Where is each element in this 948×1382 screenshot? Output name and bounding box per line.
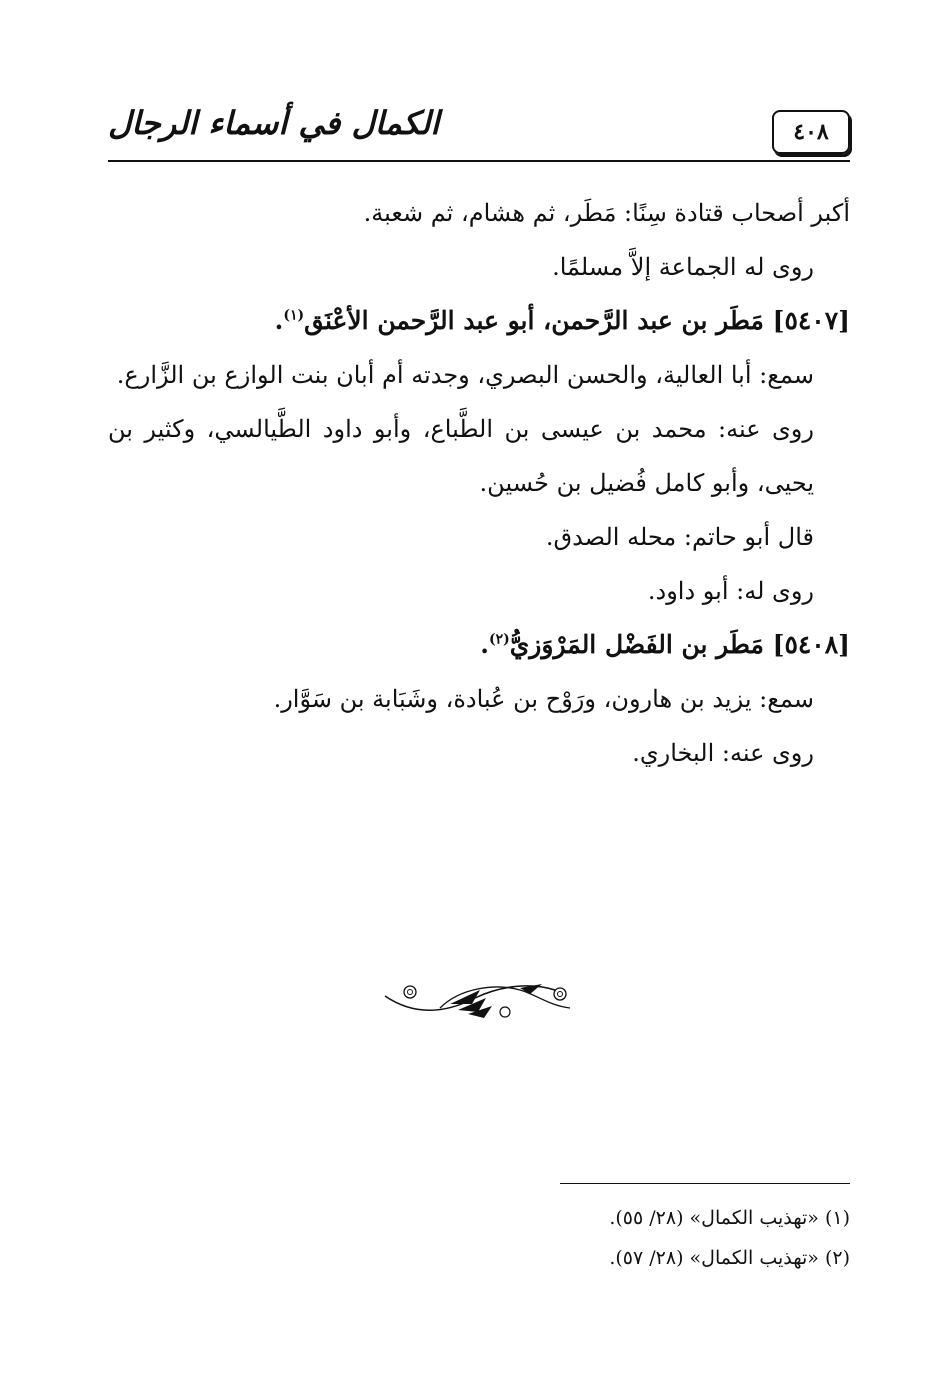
page-number: ٤٠٨ (793, 119, 829, 145)
entry-heading-5407 (108, 294, 850, 348)
heading-period: . (274, 306, 284, 335)
paragraph: أكبر أصحاب قتادة سِنًا: مَطَر، ثم هشام، ثم شعبة. (363, 199, 850, 227)
footnote-separator (560, 1183, 850, 1184)
paragraph: سمع: أبا العالية، والحسن البصري، وجدته أم أبان بنت الوازع بن الزَّارع. (116, 361, 814, 389)
paragraph: سمع: يزيد بن هارون، ورَوْح بن عُبادة، وشَبَابة بن سَوَّار. (273, 685, 814, 713)
entry-title: مَطَر بن عبد الرَّحمن، أبو عبد الرَّحمن الأعْنَق (304, 306, 764, 335)
footnote: (٢) «تهذيب الكمال» (٢٨/ ٥٧). (609, 1247, 850, 1269)
page-body (108, 186, 850, 780)
footnote: (١) «تهذيب الكمال» (٢٨/ ٥٥). (609, 1207, 850, 1229)
page-number-box (772, 110, 850, 154)
header-rule (108, 160, 850, 162)
book-title-calligraphy: الكمال في أسماء الرجال (108, 104, 440, 142)
footnote-ref: (٢) (488, 631, 510, 648)
paragraph: روى عنه: البخاري. (632, 739, 814, 767)
paragraph: روى له الجماعة إلاَّ مسلمًا. (552, 253, 814, 281)
footnote-ref: (١) (283, 307, 305, 324)
entry-title: مَطَر بن الفَضْل المَرْوَزيُّ (509, 630, 764, 659)
heading-period: . (480, 630, 489, 659)
footnotes (108, 1198, 850, 1278)
page-header (108, 98, 850, 162)
floral-divider-ornament-icon (380, 968, 580, 1028)
paragraph: روى له: أبو داود. (647, 577, 814, 605)
entry-number: [٥٤٠٧] (772, 306, 850, 335)
entry-number: [٥٤٠٨] (772, 630, 850, 659)
paragraph: روى عنه: محمد بن عيسى بن الطَّباع، وأبو داود الطَّيالسي، وكثير بن يحيى، وأبو كامل فُضيل بن حُسين. (108, 415, 814, 497)
paragraph: قال أبو حاتم: محله الصدق. (545, 523, 814, 551)
entry-heading-5408 (108, 618, 850, 672)
